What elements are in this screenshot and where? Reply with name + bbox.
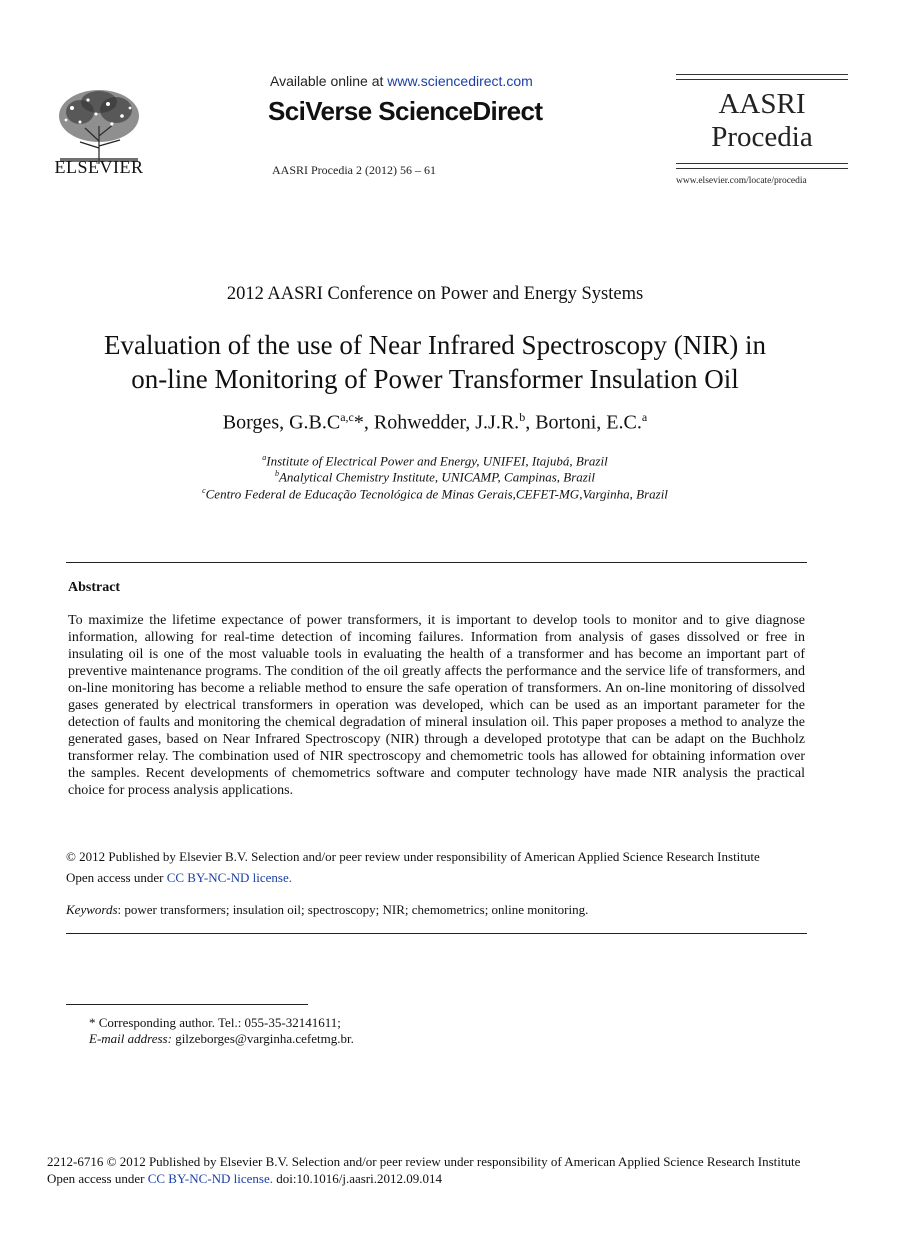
affiliation-sup: b [274,469,279,478]
paper-title-line1: Evaluation of the use of Near Infrared Spectroscopy (NIR) in [103,330,766,360]
footnote-rule [66,1004,308,1005]
available-prefix: Available online at [270,73,384,89]
footer-doi[interactable]: doi:10.1016/j.aasri.2012.09.014 [276,1171,443,1186]
author-name: Borges, G.B.C [222,411,341,434]
affiliation-text: Centro Federal de Educação Tecnológica de Minas Gerais,CEFET-MG,Varginha, Brazil [205,486,668,502]
corresponding-author: * Corresponding author. Tel.: 055-35-32141611; [89,1015,341,1030]
email-address[interactable]: gilzeborges@varginha.cefetmg.br. [175,1031,354,1046]
affiliation-text: Analytical Chemistry Institute, UNICAMP, Campinas, Brazil [278,469,596,485]
affiliation [0,486,870,502]
sciencedirect-link[interactable]: www.sciencedirect.com [387,73,533,89]
email-label: E-mail address: [89,1031,172,1046]
affiliation [0,469,870,485]
author-name: Rohwedder, J.J.R. [373,411,520,434]
author-affil-sup: a [641,410,648,424]
affiliation [0,453,870,469]
footer-copyright: 2212-6716 © 2012 Published by Elsevier B.V. Selection and/or peer review under responsibility of American Applied Science Research Institute [47,1154,801,1169]
affiliation-text: Institute of Electrical Power and Energy, UNIFEI, Itajubá, Brazil [266,453,608,469]
license-link[interactable]: CC BY-NC-ND license. [166,870,293,885]
journal-name-line1: AASRI [718,88,806,120]
footer-open-access [47,1171,442,1187]
keywords-label: Keywords [66,902,118,917]
available-online-line [270,73,533,89]
author-name: Bortoni, E.C. [535,411,642,434]
paper-title [0,328,870,396]
abstract-body: To maximize the lifetime expectance of power transformers, it is important to develop tools to monitor and to give diagnose information, allowing for real-time detection of incoming failures. Information from analysis of gases dissolved or free in insulating oil is one of the most valuable tools in evaluating the health of a transformer and has become an important part of preventive maintenance programs. The condition of the oil greatly affects the performance and the service life of transformers, and on-line monitoring has become a reliable method to ensure the safe operation of transformers. An on-line monitoring of dissolved gases generated by electrical transformers in operation was developed, which can be used as an important parameter for the detection of faults and monitoring the chemical degradation of mineral insulation oil. This paper proposes a method to analyze the generated gases, based on Near Infrared Spectroscopy (NIR) through a developed prototype that can be adapt on the Buchholz transformer relay. The combination used of NIR spectroscopy and chemometric tools has allowed for obtaining information over the samples. Recent developments of chemometrics software and computer technology have made NIR analysis the practical choice for process analysis applications. [68,613,805,798]
footer-open-prefix: Open access under [47,1171,145,1186]
keywords-line [66,902,588,918]
journal-box-rule [676,79,848,80]
footer-license-link[interactable]: CC BY-NC-ND license. [147,1171,274,1186]
conference-name: 2012 AASRI Conference on Power and Energy Systems [226,284,644,304]
journal-name-line2: Procedia [711,121,813,153]
author-list: Borges, $G.B.C^{a,c}*$, Rohwedder, J.J.R.$^b$, Bortoni, E.C.$^a$ [222,410,648,434]
open-access-line [66,870,292,886]
journal-box-rule [676,74,848,75]
abstract-top-rule [66,562,807,563]
abstract-bottom-rule [66,933,807,934]
affiliation-sup: c [202,486,206,495]
open-access-prefix: Open access under [66,870,164,885]
journal-citation: AASRI Procedia 2 (2012) 56 – 61 [272,163,436,177]
copyright-notice: © 2012 Published by Elsevier B.V. Selection and/or peer review under responsibility of American Applied Science Research Institute [66,849,760,864]
author-affil-sup: a,c [340,410,354,424]
elsevier-wordmark: ELSEVIER [54,157,144,177]
journal-box-rule [676,163,848,164]
email-line [89,1031,354,1047]
journal-box-rule [676,168,848,169]
keywords-text: : power transformers; insulation oil; spectroscopy; NIR; chemometrics; online monitoring. [117,902,589,917]
sciverse-logo: SciVerse ScienceDirect [268,96,543,126]
paper-title-line2: on-line Monitoring of Power Transformer Insulation Oil [131,364,739,394]
journal-url[interactable]: www.elsevier.com/locate/procedia [676,176,807,186]
affiliation-sup: a [262,453,267,462]
author-affil-sup: b [519,410,526,424]
corresponding-mark: * [353,411,364,434]
abstract-heading: Abstract [68,580,121,595]
